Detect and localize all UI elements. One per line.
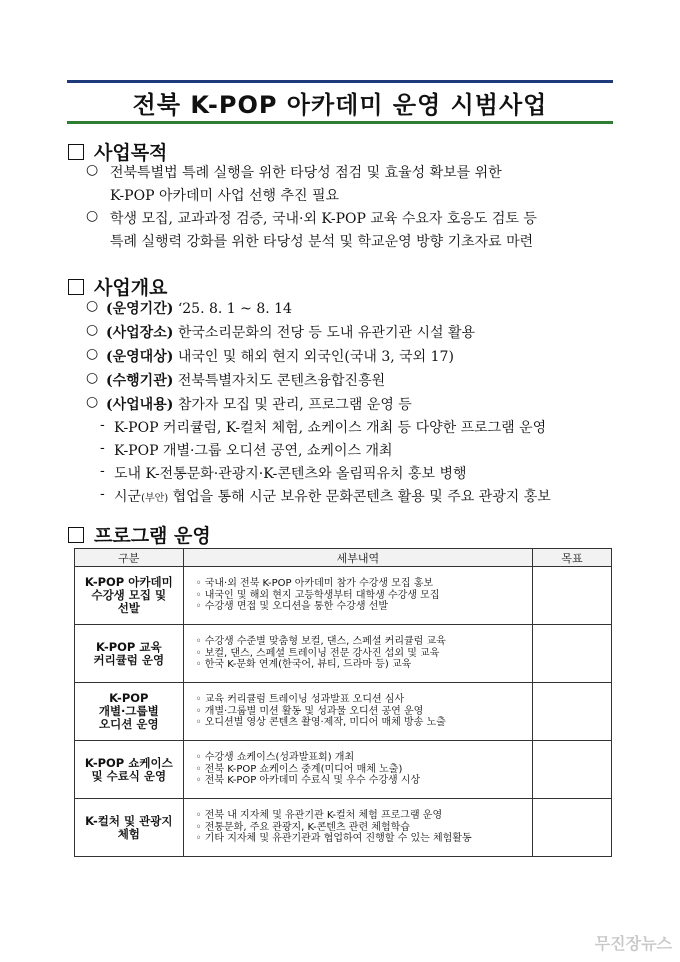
table-row — [75, 625, 612, 683]
column-header-goal: 목표 — [533, 549, 612, 567]
watermark: 무진장뉴스 — [594, 934, 672, 953]
category-cell: K-POP 아카데미 수강생 모집 및 선발 — [75, 567, 184, 625]
section-heading-purpose: 사업목적 — [68, 138, 167, 165]
goal-cell — [533, 567, 612, 625]
bullet-circle: ○ — [86, 394, 99, 410]
overview-subitem: 시군(부안) 협업을 통해 시군 보유한 문화콘텐츠 활용 및 주요 관광지 홍보 — [114, 489, 551, 505]
overview-subitem: K-POP 커리큘럼, K-컬처 체험, 쇼케이스 개최 등 다양한 프로그램 운영 — [114, 420, 547, 436]
overview-subitem: 도내 K-전통문화·관광지·K-콘텐츠와 올림픽유치 홍보 병행 — [114, 466, 467, 482]
overview-item: (사업내용) 참가자 모집 및 관리, 프로그램 운영 등 — [106, 397, 412, 413]
details-cell: ◦ 수강생 쇼케이스(성과발표회) 개최 ◦ 전북 K-POP 쇼케이스 중계(미디어 매체 노출) ◦ 전북 K-POP 아카데미 수료식 및 우수 수강생 시상 — [183, 741, 532, 799]
section-heading-program: 프로그램 운영 — [68, 521, 211, 548]
checkbox-square-icon — [68, 527, 84, 543]
column-header-details: 세부내역 — [183, 549, 532, 567]
page-title: 전북 K-POP 아카데미 운영 시범사업 — [132, 90, 548, 119]
table-row — [75, 567, 612, 625]
checkbox-square-icon — [68, 279, 84, 295]
purpose-line: 학생 모집, 교과과정 검증, 국내·외 K-POP 교육 수요자 호응도 검토 등 — [110, 211, 537, 227]
goal-cell — [533, 683, 612, 741]
bullet-circle: ○ — [86, 322, 99, 338]
table-row — [75, 741, 612, 799]
bullet-dash: - — [100, 463, 105, 479]
category-cell: K-POP 교육 커리큘럼 운영 — [75, 625, 184, 683]
goal-cell — [533, 799, 612, 857]
bullet-circle: ○ — [86, 298, 99, 314]
program-table — [74, 548, 612, 857]
details-cell: ◦ 국내·외 전북 K-POP 아카데미 참가 수강생 모집 홍보 ◦ 내국인 및 해외 현지 고등학생부터 대학생 수강생 모집 ◦ 수강생 면접 및 오디션을 통한 수강생 선발 — [183, 567, 532, 625]
category-cell: K-POP 개별·그룹별 오디션 운영 — [75, 683, 184, 741]
table-row — [75, 799, 612, 857]
overview-item: (운영대상) 내국인 및 해외 현지 외국인(국내 3, 국외 17) — [106, 349, 454, 365]
bullet-dash: - — [100, 486, 105, 502]
purpose-line: 전북특별법 특례 실행을 위한 타당성 점검 및 효율성 확보를 위한 — [110, 165, 502, 181]
details-cell: ◦ 교육 커리큘럼 트레이닝 성과발표 오디션 심사 ◦ 개별·그룹별 미션 활동 및 성과물 오디션 공연 운영 ◦ 오디션별 영상 콘텐츠 촬영·제작, 미디어 매체 방송 노출 — [183, 683, 532, 741]
table-header-row — [75, 549, 612, 567]
details-cell: ◦ 수강생 수준별 맞춤형 보컬, 댄스, 스페셜 커리큘럼 교육 ◦ 보컬, 댄스, 스페셜 트레이닝 전문 강사진 섭외 및 교육 ◦ 한국 K-문화 연계(한국어, 뷰티, 드라마 등) 교육 — [183, 625, 532, 683]
checkbox-square-icon — [68, 144, 84, 160]
bullet-circle: ○ — [86, 346, 99, 362]
title-box — [67, 80, 613, 124]
column-header-category: 구분 — [75, 549, 184, 567]
bullet-circle: ○ — [86, 370, 99, 386]
section-heading-overview: 사업개요 — [68, 273, 167, 300]
overview-subitem: K-POP 개별·그룹 오디션 공연, 쇼케이스 개최 — [114, 443, 393, 459]
overview-item: (사업장소) 한국소리문화의 전당 등 도내 유관기관 시설 활용 — [106, 325, 475, 341]
category-cell: K-POP 쇼케이스 및 수료식 운영 — [75, 741, 184, 799]
bullet-dash: - — [100, 440, 105, 456]
category-cell: K-컬처 및 관광지 체험 — [75, 799, 184, 857]
bullet-dash: - — [100, 417, 105, 433]
bullet-circle: ○ — [86, 208, 99, 224]
goal-cell — [533, 625, 612, 683]
details-cell: ◦ 전북 내 지자체 및 유관기관 K-컬처 체험 프로그램 운영 ◦ 전통문화, 주요 관광지, K-콘텐츠 관련 체험학습 ◦ 기타 지자체 및 유관기관과 협업하여 진행할 수 있는 체험활동 — [183, 799, 532, 857]
goal-cell — [533, 741, 612, 799]
purpose-line: K-POP 아카데미 사업 선행 추진 필요 — [110, 188, 340, 204]
purpose-line: 특례 실행력 강화를 위한 타당성 분석 및 학교운영 방향 기초자료 마련 — [110, 234, 534, 250]
overview-item: (운영기간) ‘25. 8. 1 ~ 8. 14 — [106, 301, 292, 317]
overview-item: (수행기관) 전북특별자치도 콘텐츠융합진흥원 — [106, 373, 386, 389]
table-row — [75, 683, 612, 741]
bullet-circle: ○ — [86, 162, 99, 178]
